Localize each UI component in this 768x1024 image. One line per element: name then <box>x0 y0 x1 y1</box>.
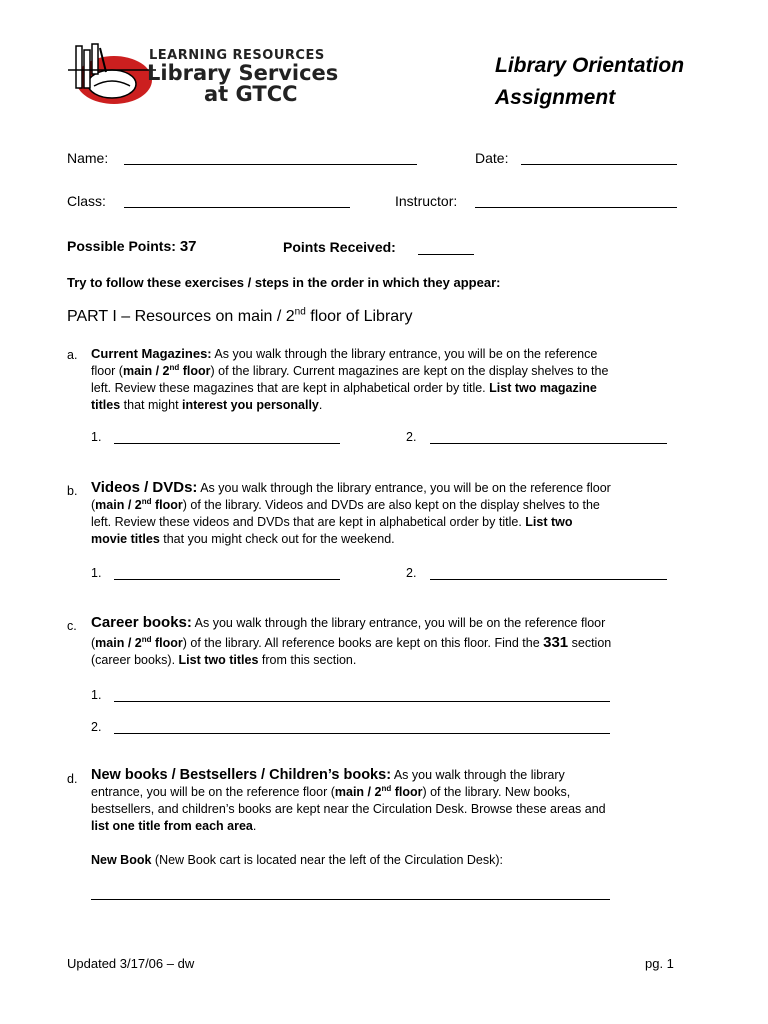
section-d-main-floor: main / 2 <box>334 785 382 799</box>
section-a-t2: floor ( <box>91 364 123 378</box>
section-a-titles-bold: titles <box>91 398 121 412</box>
library-logo-icon <box>66 42 158 108</box>
section-a-letter: a. <box>67 348 78 362</box>
section-a-answer-2-field[interactable] <box>430 443 667 444</box>
section-b-t1: As you walk through the library entrance, you will be on the reference floor <box>197 481 611 495</box>
section-d-t3: ) of the library. New books, <box>422 785 571 799</box>
section-d-t1: As you walk through the library <box>391 768 565 782</box>
section-d-new-book-prompt <box>91 852 503 869</box>
section-c-answer-1-field[interactable] <box>114 701 610 702</box>
section-a-interest-bold: interest you personally <box>182 398 319 412</box>
date-field[interactable] <box>521 164 677 165</box>
section-b-t4: left. Review these videos and DVDs that are kept in alphabetical order by title. <box>91 515 526 529</box>
section-c-answer-1-number: 1. <box>91 688 102 702</box>
possible-points-value: 37 <box>179 238 197 255</box>
footer-updated: Updated 3/17/06 – dw <box>67 956 195 971</box>
logo-line-learning-resources: LEARNING RESOURCES <box>149 48 325 63</box>
new-book-answer-field[interactable] <box>91 899 610 900</box>
date-label: Date: <box>475 150 509 166</box>
section-a-floor-word: floor <box>179 364 211 378</box>
part1-heading <box>67 308 413 326</box>
section-c-sup: nd <box>141 634 152 644</box>
section-b-movie-bold: movie titles <box>91 532 160 546</box>
section-a-t1: As you walk through the library entrance, you will be on the reference <box>211 347 598 361</box>
section-c-t1: As you walk through the library entrance, you will be on the reference floor <box>191 616 606 630</box>
section-a-t3: ) of the library. Current magazines are kept on the display shelves to the <box>210 364 609 378</box>
section-a-sup: nd <box>169 362 180 372</box>
section-d-t5: . <box>252 819 257 833</box>
section-b-answer-1-field[interactable] <box>114 579 340 580</box>
section-b-list-bold: List two <box>525 515 573 529</box>
name-label: Name: <box>67 150 109 166</box>
section-c-title: Career books: <box>91 614 192 631</box>
possible-points <box>67 238 197 255</box>
instructor-field[interactable] <box>475 207 677 208</box>
logo-line-at-gtcc: at GTCC <box>204 82 298 106</box>
new-book-label: New Book <box>91 853 152 867</box>
section-b-main-floor: main / 2 <box>95 498 142 512</box>
section-a-t4: left. Review these magazines that are kept in alphabetical order by title. <box>91 381 490 395</box>
section-a-t6: . <box>318 398 323 412</box>
section-a-answer-1-number: 1. <box>91 430 102 444</box>
section-b-text <box>91 479 691 548</box>
section-c-t5: (career books). <box>91 653 179 667</box>
section-b-t2: ( <box>91 498 96 512</box>
title-line-1: Library Orientation <box>495 54 685 77</box>
section-b-title: Videos / DVDs: <box>91 479 198 496</box>
new-book-note: (New Book cart is located near the left of the Circulation Desk): <box>151 853 503 867</box>
section-a-text <box>91 345 691 414</box>
section-d-title: New books / Bestsellers / Children’s books: <box>91 767 392 783</box>
section-d-floor-word: floor <box>391 785 423 799</box>
section-c-t4: section <box>568 636 612 650</box>
section-b-sup: nd <box>141 496 152 506</box>
section-c-list-bold: List two titles <box>178 653 259 667</box>
gtcc-logo <box>66 42 366 108</box>
section-a-list-bold: List two magazine <box>489 381 597 395</box>
section-b-t5: that you might check out for the weekend. <box>159 532 395 546</box>
section-b-answer-2-field[interactable] <box>430 579 667 580</box>
points-received-label: Points Received: <box>283 239 396 255</box>
section-d-list-bold: list one title from each area <box>91 819 253 833</box>
instructions-text: Try to follow these exercises / steps in the order in which they appear: <box>67 275 501 290</box>
section-c-t6: from this section. <box>258 653 357 667</box>
footer-page-number: pg. 1 <box>645 956 674 971</box>
possible-points-label: Possible Points: <box>67 238 176 254</box>
section-d-t2: entrance, you will be on the reference floor ( <box>91 785 335 799</box>
section-c-letter: c. <box>67 619 77 633</box>
section-c-t3: ) of the library. All reference books are kept on this floor. Find the <box>182 636 544 650</box>
section-d-t4: bestsellers, and children’s books are kept near the Circulation Desk. Browse these areas and <box>91 802 606 816</box>
section-d-letter: d. <box>67 772 78 786</box>
section-b-answer-2-number: 2. <box>406 566 417 580</box>
section-a-answer-1-field[interactable] <box>114 443 340 444</box>
section-c-text <box>91 614 691 669</box>
name-field[interactable] <box>124 164 417 165</box>
section-c-t2: ( <box>91 636 96 650</box>
section-b-answer-1-number: 1. <box>91 566 102 580</box>
title-line-2: Assignment <box>495 86 616 109</box>
section-c-floor-word: floor <box>151 636 183 650</box>
section-b-floor-word: floor <box>151 498 183 512</box>
logo-line-library-services: Library Services <box>147 61 339 85</box>
section-a-main-floor: main / 2 <box>122 364 170 378</box>
section-a-t5: that might <box>120 398 183 412</box>
section-b-t3: ) of the library. Videos and DVDs are also kept on the display shelves to the <box>182 498 600 512</box>
section-d-text <box>91 767 691 835</box>
class-field[interactable] <box>124 207 350 208</box>
section-d-sup: nd <box>381 783 392 793</box>
part1-heading-post: floor of Library <box>305 308 413 325</box>
section-b-letter: b. <box>67 484 78 498</box>
document-title <box>495 50 684 114</box>
class-label: Class: <box>67 193 106 209</box>
part1-heading-pre: PART I – Resources on main / 2 <box>67 308 295 325</box>
section-c-main-floor: main / 2 <box>95 636 142 650</box>
section-a-answer-2-number: 2. <box>406 430 417 444</box>
section-c-section-number: 331 <box>543 634 569 651</box>
section-c-answer-2-field[interactable] <box>114 733 610 734</box>
points-received-field[interactable] <box>418 254 474 255</box>
part1-heading-sup: nd <box>294 306 306 318</box>
instructor-label: Instructor: <box>395 193 458 209</box>
section-a-title: Current Magazines: <box>91 346 212 361</box>
section-c-answer-2-number: 2. <box>91 720 102 734</box>
